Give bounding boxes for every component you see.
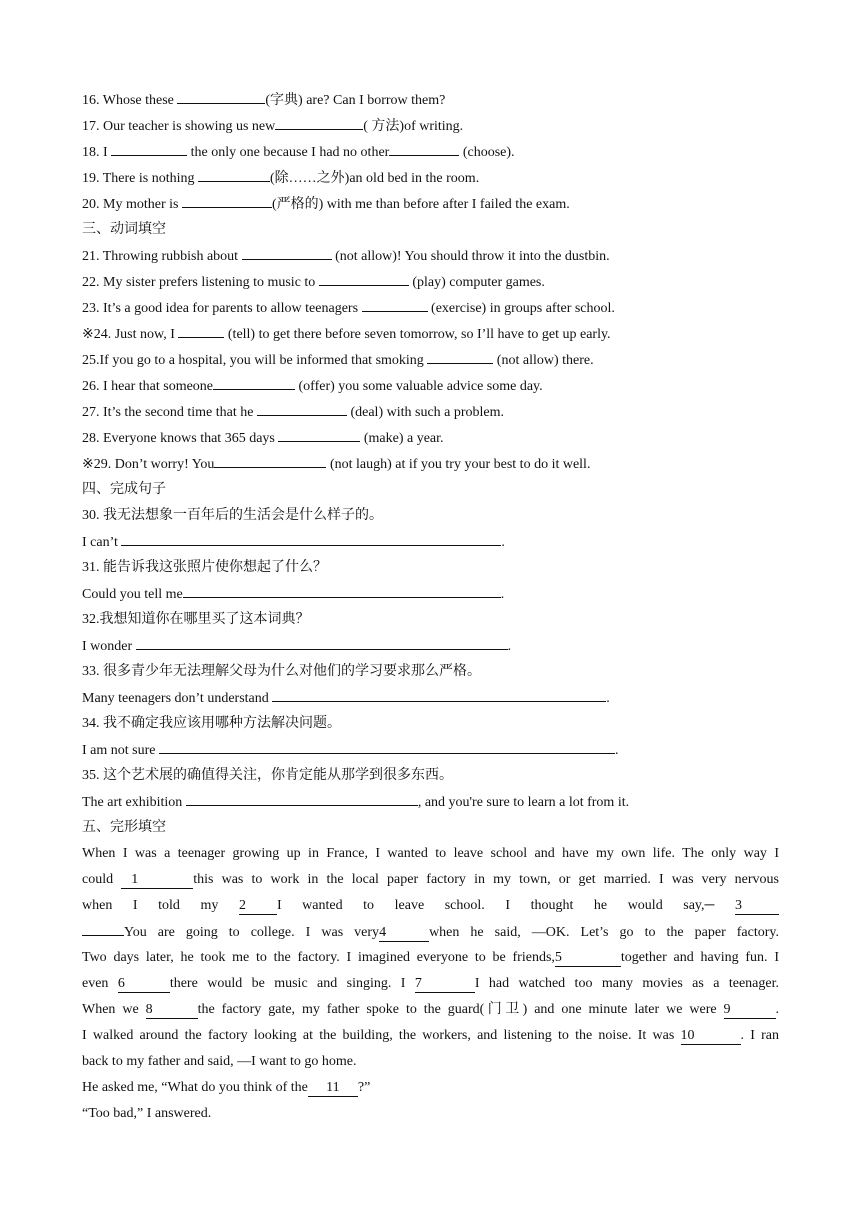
chinese-prompt: 32.我想知道你在哪里买了这本词典？ xyxy=(82,612,310,627)
answer-blank[interactable] xyxy=(111,139,187,156)
question-text: ※29. Don’t worry! You xyxy=(82,457,215,472)
cloze-blank-4[interactable]: 4 xyxy=(379,925,429,942)
translation-line xyxy=(82,789,779,815)
translation-line xyxy=(82,633,779,659)
question-text: (offer) you some valuable advice some day. xyxy=(295,379,543,394)
question-item xyxy=(82,451,779,477)
answer-blank[interactable] xyxy=(182,191,272,208)
chinese-prompt: 33. 很多青少年无法理解父母为什么对他们的学习要求那么严格。 xyxy=(82,664,481,679)
question-text: . xyxy=(500,587,505,602)
chinese-prompt: 30. 我无法想象一百年后的生活会是什么样子的。 xyxy=(82,508,383,523)
passage-line: “Too bad,” I answered. xyxy=(82,1106,212,1121)
translation-line xyxy=(82,529,779,555)
question-item xyxy=(82,139,779,165)
question-text: 27. It’s the second time that he xyxy=(82,405,257,420)
question-item xyxy=(82,373,779,399)
question-text: . xyxy=(501,535,505,550)
answer-blank[interactable] xyxy=(213,373,295,390)
answer-blank[interactable] xyxy=(389,139,459,156)
question-text: 18. I xyxy=(82,145,112,160)
cloze-blank-7[interactable]: 7 xyxy=(415,976,475,993)
translation-blank[interactable] xyxy=(121,529,501,546)
answer-blank[interactable] xyxy=(178,321,224,338)
question-item xyxy=(82,269,779,295)
cloze-blank-1[interactable]: 1 xyxy=(121,872,193,889)
question-text: 19. There is nothing xyxy=(82,171,199,186)
question-text: Many teenagers don’t understand xyxy=(82,691,273,706)
cloze-blank-9[interactable]: 9 xyxy=(724,1002,776,1019)
answer-blank[interactable] xyxy=(275,113,363,130)
question-text: (not allow) there. xyxy=(493,353,594,368)
question-item xyxy=(82,321,779,347)
cloze-passage xyxy=(82,841,779,1127)
section-3-title: 三、动词填空 xyxy=(82,222,166,237)
answer-blank[interactable] xyxy=(362,295,428,312)
cloze-blank-8[interactable]: 8 xyxy=(146,1002,198,1019)
question-item xyxy=(82,191,779,217)
section-3-items xyxy=(82,243,779,477)
cloze-blank-2[interactable]: 2 xyxy=(239,898,277,915)
answer-blank[interactable] xyxy=(214,451,326,468)
translation-line xyxy=(82,581,779,607)
section-4-title: 四、完成句子 xyxy=(82,482,166,497)
passage-line: could 1 this was to work in the local paper factory in my town, or get married. I was very nervous xyxy=(82,872,779,887)
translation-blank[interactable] xyxy=(183,581,501,598)
question-text: (exercise) in groups after school. xyxy=(427,301,615,316)
passage-line: Two days later, he took me to the factory. I imagined everyone to be friends,5 together and having fun. I xyxy=(82,950,779,965)
answer-blank[interactable] xyxy=(257,399,347,416)
question-text: 26. I hear that someone xyxy=(82,379,214,394)
question-text: 22. My sister prefers listening to music to xyxy=(82,275,319,290)
translation-blank[interactable] xyxy=(272,685,606,702)
section-5-title: 五、完形填空 xyxy=(82,820,166,835)
cloze-blank-5[interactable]: 5 xyxy=(555,950,621,967)
question-text: (严格的) with me than before after I failed the exam. xyxy=(271,197,570,212)
question-text: ( 方法)of writing. xyxy=(363,119,464,134)
question-item xyxy=(82,165,779,191)
passage-line: I walked around the factory looking at the building, the workers, and listening to the noise. It was 10 . I ran xyxy=(82,1028,779,1043)
question-text: 17. Our teacher is showing us new xyxy=(82,119,276,134)
translation-blank[interactable] xyxy=(186,789,418,806)
section-4-items xyxy=(82,503,779,815)
question-text: I wonder xyxy=(82,639,136,654)
question-text: 23. It’s a good idea for parents to allow teenagers xyxy=(82,301,362,316)
question-text: I am not sure xyxy=(82,743,159,758)
translation-blank[interactable] xyxy=(136,633,508,650)
section-2-items xyxy=(82,87,779,217)
question-text: The art exhibition xyxy=(82,795,186,810)
cloze-blank-3[interactable]: 3 xyxy=(735,898,779,915)
question-text: , and you're sure to learn a lot from it. xyxy=(417,795,630,810)
question-text: ※24. Just now, I xyxy=(82,327,179,342)
question-text: 16. Whose these xyxy=(82,93,178,108)
answer-blank[interactable] xyxy=(278,425,360,442)
question-text: (not laugh) at if you try your best to do it well. xyxy=(326,457,591,472)
question-text: . xyxy=(507,639,512,654)
passage-line: even 6 there would be music and singing. I 7 I had watched too many movies as a teenager. xyxy=(82,976,779,991)
translation-blank[interactable] xyxy=(159,737,615,754)
question-text: Could you tell me xyxy=(82,587,183,602)
cloze-blank-6[interactable]: 6 xyxy=(118,976,170,993)
question-text: the only one because I had no other xyxy=(187,145,390,160)
passage-line: when I told my 2 I wanted to leave school. I thought he would say,─ 3 xyxy=(82,893,779,919)
question-text: 28. Everyone knows that 365 days xyxy=(82,431,279,446)
question-text: 20. My mother is xyxy=(82,197,182,212)
translation-line xyxy=(82,737,779,763)
question-text: (deal) with such a problem. xyxy=(346,405,505,420)
answer-blank[interactable] xyxy=(198,165,270,182)
answer-blank[interactable] xyxy=(242,243,332,260)
question-text: . xyxy=(606,691,610,706)
passage-line: You are going to college. I was very4 when he said, ―OK. Let’s go to the paper factory. xyxy=(82,919,779,945)
question-text: (play) computer games. xyxy=(408,275,545,290)
chinese-prompt: 34. 我不确定我应该用哪种方法解决问题。 xyxy=(82,716,341,731)
question-item xyxy=(82,399,779,425)
question-text: 21. Throwing rubbish about xyxy=(82,249,242,264)
answer-blank[interactable] xyxy=(427,347,493,364)
question-text: (choose). xyxy=(459,145,515,160)
translation-line xyxy=(82,685,779,711)
chinese-prompt: 35. 这个艺术展的确值得关注，你肯定能从那学到很多东西。 xyxy=(82,768,453,783)
question-item xyxy=(82,425,779,451)
worksheet-page xyxy=(82,87,779,1127)
answer-blank[interactable] xyxy=(319,269,409,286)
cloze-blank-3-cont[interactable] xyxy=(82,919,124,936)
question-text: (字典) are? Can I borrow them? xyxy=(265,93,446,108)
question-item xyxy=(82,87,779,113)
question-item xyxy=(82,295,779,321)
question-item xyxy=(82,347,779,373)
chinese-prompt: 31. 能告诉我这张照片使你想起了什么？ xyxy=(82,560,327,575)
passage-line: When I was a teenager growing up in France, I wanted to leave school and have my own life. The only way I xyxy=(82,846,779,861)
question-text: I can’t xyxy=(82,535,122,550)
passage-line: back to my father and said, ―I want to go home. xyxy=(82,1054,357,1069)
question-text: . xyxy=(614,743,619,758)
question-item xyxy=(82,243,779,269)
question-text: (除……之外)an old bed in the room. xyxy=(270,171,480,186)
question-text: (not allow)! You should throw it into the dustbin. xyxy=(331,249,610,264)
cloze-blank-10[interactable]: 10 xyxy=(681,1028,741,1045)
passage-line: He asked me, “What do you think of the 11 ?” xyxy=(82,1080,371,1095)
passage-line: When we 8 the factory gate, my father spoke to the guard(门卫) and one minute later we were 9 . xyxy=(82,1002,779,1017)
question-text: (tell) to get there before seven tomorrow, so I’ll have to get up early. xyxy=(224,327,611,342)
question-text: (make) a year. xyxy=(360,431,444,446)
answer-blank[interactable] xyxy=(177,87,265,104)
cloze-blank-11[interactable]: 11 xyxy=(308,1080,358,1097)
question-text: 25.If you go to a hospital, you will be informed that smoking xyxy=(82,353,428,368)
question-item xyxy=(82,113,779,139)
